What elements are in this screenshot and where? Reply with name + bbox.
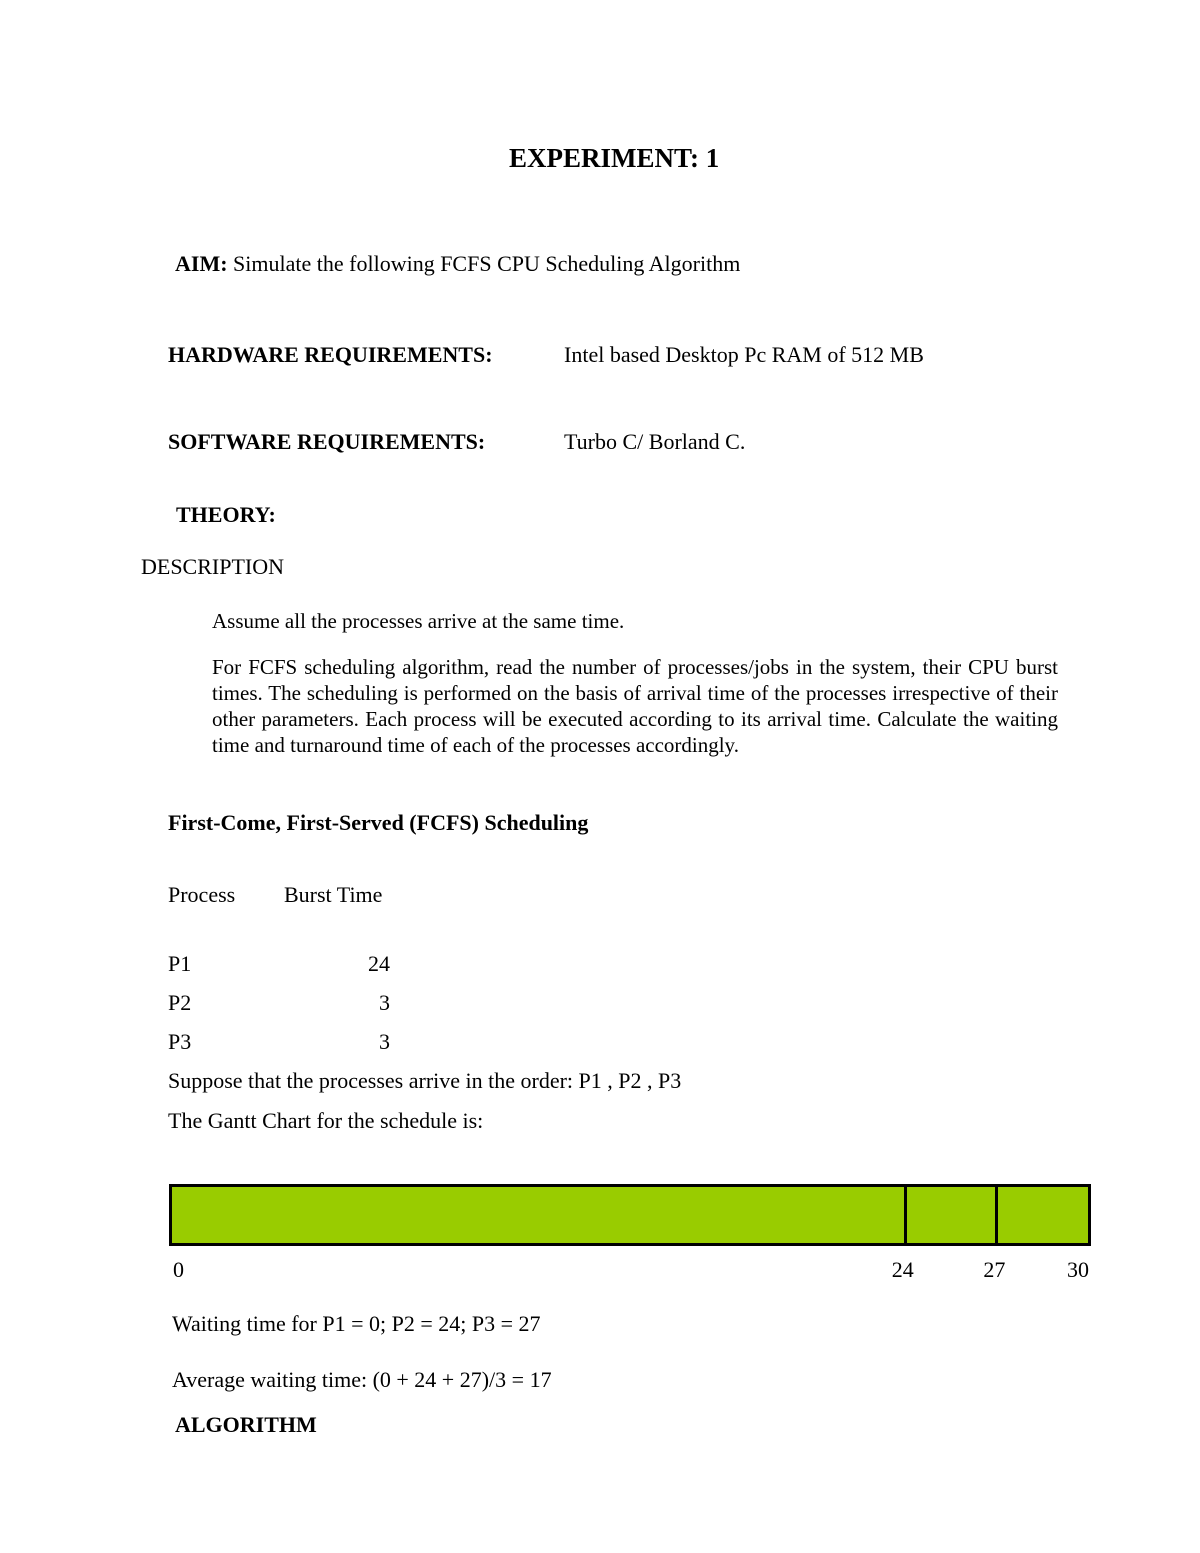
gantt-tick-label: 27 <box>983 1257 1006 1282</box>
software-label: SOFTWARE REQUIREMENTS: <box>168 429 486 454</box>
arrival-order-text: Suppose that the processes arrive in the order: P1 , P2 , P3 <box>168 1068 682 1093</box>
gantt-chart <box>169 1184 1091 1246</box>
experiment-title: EXPERIMENT: 1 <box>509 143 720 173</box>
hardware-value: Intel based Desktop Pc RAM of 512 MB <box>564 342 924 367</box>
hardware-label: HARDWARE REQUIREMENTS: <box>168 342 493 367</box>
row-process-p1: P1 <box>168 951 192 976</box>
gantt-tick-label: 24 <box>891 1257 914 1282</box>
algorithm-label: ALGORITHM <box>175 1412 317 1437</box>
row-burst-p3: 3 <box>379 1029 390 1054</box>
col-process-header: Process <box>168 882 236 907</box>
gantt-tick-label: 0 <box>173 1257 184 1282</box>
aim-text: Simulate the following FCFS CPU Scheduling Algorithm <box>227 251 741 276</box>
aim-line <box>175 251 740 277</box>
theory-label: THEORY: <box>176 502 276 527</box>
gantt-intro-text: The Gantt Chart for the schedule is: <box>168 1108 484 1133</box>
col-burst-header: Burst Time <box>284 882 383 907</box>
row-burst-p2: 3 <box>379 990 390 1015</box>
description-para-2: For FCFS scheduling algorithm, read the number of processes/jobs in the system, their CPU burst times. The scheduling is performed on the basis of arrival time of the processes irrespective of their other parameters. Each process will be executed according to its arrival time. Calculate the waiting time and turnaround time of each of the processes accordingly. <box>212 655 1058 757</box>
gantt-segment-p1 <box>172 1187 905 1243</box>
description-label: DESCRIPTION <box>141 554 285 579</box>
gantt-segment-p2 <box>905 1187 997 1243</box>
gantt-segment-p3 <box>996 1187 1088 1243</box>
row-burst-p1: 24 <box>368 951 390 976</box>
gantt-tick-label: 30 <box>1067 1257 1089 1282</box>
gantt-divider <box>904 1187 907 1243</box>
row-process-p3: P3 <box>168 1029 192 1054</box>
software-value: Turbo C/ Borland C. <box>564 429 746 454</box>
gantt-divider <box>995 1187 998 1243</box>
waiting-time-line: Waiting time for P1 = 0; P2 = 24; P3 = 27 <box>172 1311 541 1336</box>
fcfs-heading: First-Come, First-Served (FCFS) Scheduling <box>168 810 589 835</box>
average-waiting-line: Average waiting time: (0 + 24 + 27)/3 = 17 <box>172 1367 552 1392</box>
row-process-p2: P2 <box>168 990 192 1015</box>
description-para-1: Assume all the processes arrive at the same time. <box>212 609 625 633</box>
aim-label: AIM: <box>175 251 228 276</box>
